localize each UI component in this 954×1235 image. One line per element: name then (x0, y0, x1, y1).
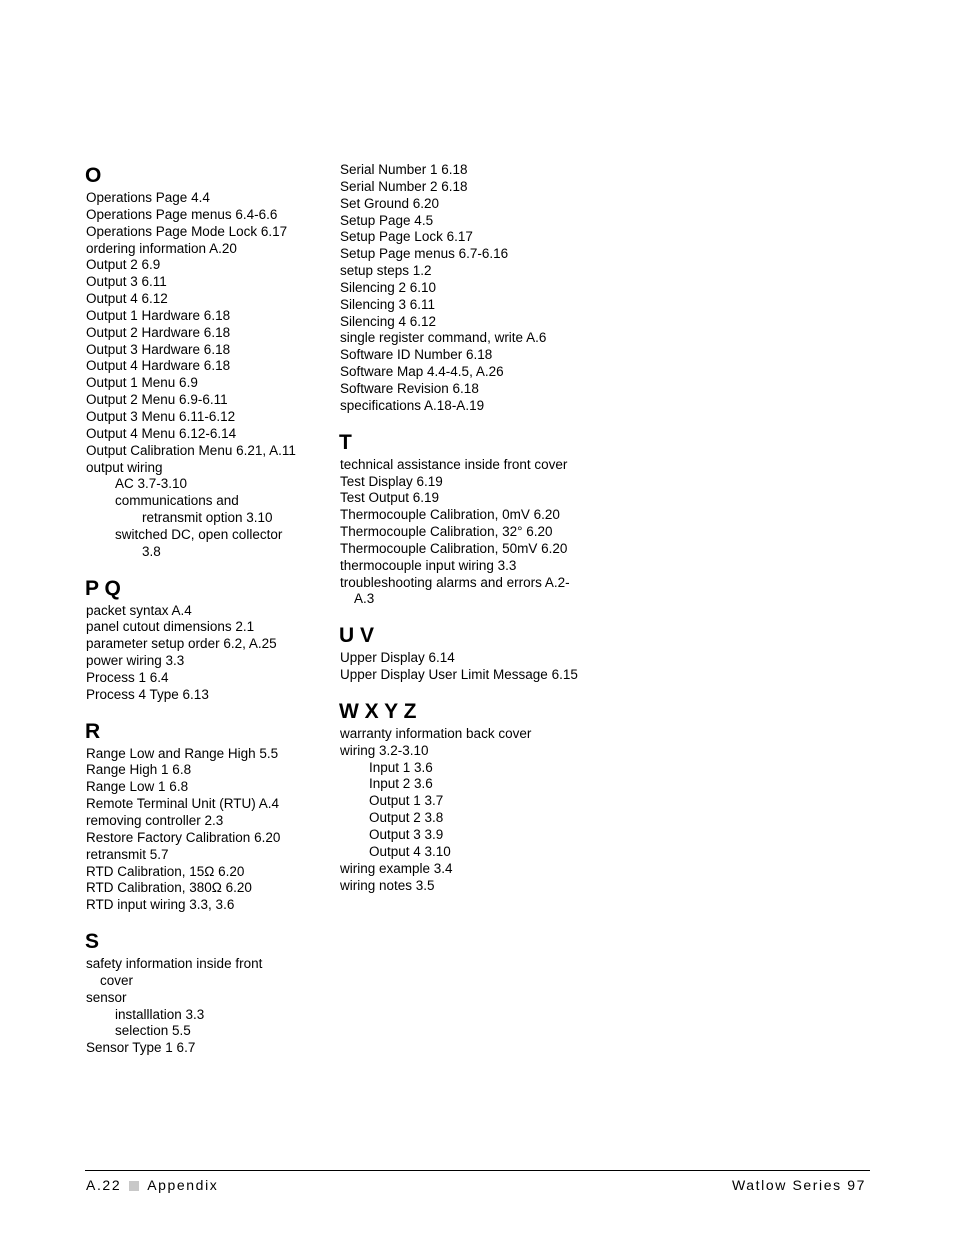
section-heading: O (85, 164, 102, 187)
index-entry: output wiring (86, 459, 163, 475)
index-entry: Silencing 3 6.11 (340, 296, 436, 312)
index-subentry: Output 3 3.9 (369, 827, 444, 842)
index-subentry: A.3 (354, 591, 375, 607)
index-entry: Thermocouple Calibration, 0mV 6.20 (340, 507, 560, 523)
index-entry: safety information inside front (86, 956, 263, 972)
index-entry: wiring example 3.4 (340, 860, 453, 876)
index-entry: single register command, write A.6 (340, 330, 547, 346)
index-entry: Output 1 Menu 6.9 (86, 375, 198, 391)
index-entry: Output 3 6.11 (86, 274, 167, 290)
index-entry: RTD Calibration, 380Ω 6.20 (86, 880, 252, 896)
square-bullet-icon (129, 1181, 139, 1191)
index-entry: thermocouple input wiring 3.3 (340, 557, 517, 573)
index-subentry: Output 1 3.7 (369, 793, 444, 809)
section-heading: U V (339, 624, 375, 648)
index-entry: sensor (86, 989, 127, 1005)
index-entry: Restore Factory Calibration 6.20 (86, 829, 281, 845)
index-column-right (340, 162, 610, 908)
index-section-continued (340, 162, 610, 415)
index-entry: Output 1 Hardware 6.18 (86, 307, 231, 323)
index-subentry: communications and (115, 493, 239, 509)
index-entry: Output 3 Hardware 6.18 (86, 341, 231, 357)
index-section-p-q (86, 575, 318, 704)
index-entry: warranty information back cover (340, 725, 532, 741)
index-entry: Sensor Type 1 6.7 (86, 1040, 196, 1056)
index-entry: setup steps 1.2 (340, 263, 432, 279)
index-entry: removing controller 2.3 (86, 813, 224, 828)
index-section-s (86, 928, 318, 1057)
index-entry: Thermocouple Calibration, 32° 6.20 (340, 524, 553, 540)
index-entry: Test Display 6.19 (340, 473, 443, 489)
index-entry: Output 2 Hardware 6.18 (86, 324, 231, 340)
index-entry: Range Low 1 6.8 (86, 779, 189, 795)
index-entry: parameter setup order 6.2, A.25 (86, 636, 277, 652)
index-entry: Operations Page menus 6.4-6.6 (86, 206, 278, 222)
index-entry: Remote Terminal Unit (RTU) A.4 (86, 796, 280, 812)
index-entry: Output 3 Menu 6.11-6.12 (86, 408, 236, 424)
index-entry: Process 4 Type 6.13 (86, 686, 209, 702)
index-entry: Silencing 4 6.12 (340, 313, 437, 329)
index-entry: Serial Number 1 6.18 (340, 162, 468, 177)
footer-left (86, 1177, 218, 1193)
index-entry: Thermocouple Calibration, 50mV 6.20 (340, 540, 568, 556)
index-column-left (86, 162, 318, 1071)
index-entry: panel cutout dimensions 2.1 (86, 619, 255, 635)
index-subentry: AC 3.7-3.10 (115, 476, 188, 492)
index-entry: packet syntax A.4 (86, 602, 192, 618)
index-subentry: Output 2 3.8 (369, 810, 444, 826)
section-heading: W X Y Z (339, 699, 417, 723)
index-entry: Output 2 6.9 (86, 257, 161, 273)
index-entry: Set Ground 6.20 (340, 195, 440, 211)
index-subentry: Input 2 3.6 (369, 776, 433, 792)
index-section-w-x-y-z (340, 698, 610, 894)
index-subentry: 3.8 (142, 543, 161, 559)
index-entry: RTD input wiring 3.3, 3.6 (86, 897, 235, 913)
index-entry: Output 4 Menu 6.12-6.14 (86, 425, 237, 441)
index-entry: Process 1 6.4 (86, 669, 169, 685)
index-section-r (86, 718, 318, 914)
index-entry: RTD Calibration, 15Ω 6.20 (86, 863, 245, 879)
index-subentry: switched DC, open collector (115, 526, 283, 542)
section-heading: S (85, 930, 100, 954)
index-entry: Test Output 6.19 (340, 490, 440, 506)
index-entry: Setup Page Lock 6.17 (340, 229, 473, 245)
index-entry: Output Calibration Menu 6.21, A.11 (86, 442, 296, 458)
index-section-u-v (340, 622, 610, 684)
index-entry: ordering information A.20 (86, 240, 237, 256)
index-entry: Software Map 4.4-4.5, A.26 (340, 364, 504, 380)
section-heading: T (339, 430, 352, 454)
index-entry: specifications A.18-A.19 (340, 397, 485, 413)
index-entry: Range Low and Range High 5.5 (86, 745, 279, 761)
index-entry: Output 2 Menu 6.9-6.11 (86, 392, 228, 408)
index-entry: technical assistance inside front cover (340, 456, 568, 472)
index-entry: Operations Page Mode Lock 6.17 (86, 223, 288, 239)
index-entry: troubleshooting alarms and errors A.2- (340, 574, 570, 590)
index-entry: Setup Page 4.5 (340, 212, 434, 228)
footer-doc-title: Watlow Series 97 (731, 1177, 866, 1193)
index-entry: power wiring 3.3 (86, 653, 185, 669)
index-entry: wiring 3.2-3.10 (340, 742, 429, 758)
index-entry: Software ID Number 6.18 (340, 347, 493, 363)
index-entry: Upper Display 6.14 (340, 650, 455, 666)
index-entry: Serial Number 2 6.18 (340, 178, 468, 194)
index-subentry: retransmit option 3.10 (142, 510, 273, 526)
index-section-t (340, 429, 610, 609)
index-section-o (86, 162, 318, 561)
index-entry: Setup Page menus 6.7-6.16 (340, 246, 509, 262)
index-entry: retransmit 5.7 (86, 846, 169, 862)
footer-rule (85, 1170, 870, 1171)
index-subentry: selection 5.5 (115, 1023, 191, 1039)
index-entry: Upper Display User Limit Message 6.15 (340, 667, 578, 683)
index-subentry: installlation 3.3 (115, 1006, 205, 1022)
index-entry: Silencing 2 6.10 (340, 279, 437, 295)
index-subentry: cover (100, 972, 134, 988)
index-entry: Output 4 Hardware 6.18 (86, 358, 231, 374)
index-entry: Software Revision 6.18 (340, 380, 479, 396)
index-entry: wiring notes 3.5 (340, 877, 435, 893)
index-subentry: Input 1 3.6 (369, 759, 433, 775)
footer-page-number: A.22 (86, 1177, 122, 1193)
section-heading: R (85, 719, 101, 743)
index-entry: Operations Page 4.4 (86, 190, 210, 205)
footer-section-name: Appendix (147, 1177, 219, 1193)
section-heading: P Q (85, 576, 121, 600)
index-entry: Output 4 6.12 (86, 291, 168, 307)
index-subentry: Output 4 3.10 (369, 843, 451, 859)
index-entry: Range High 1 6.8 (86, 762, 192, 778)
